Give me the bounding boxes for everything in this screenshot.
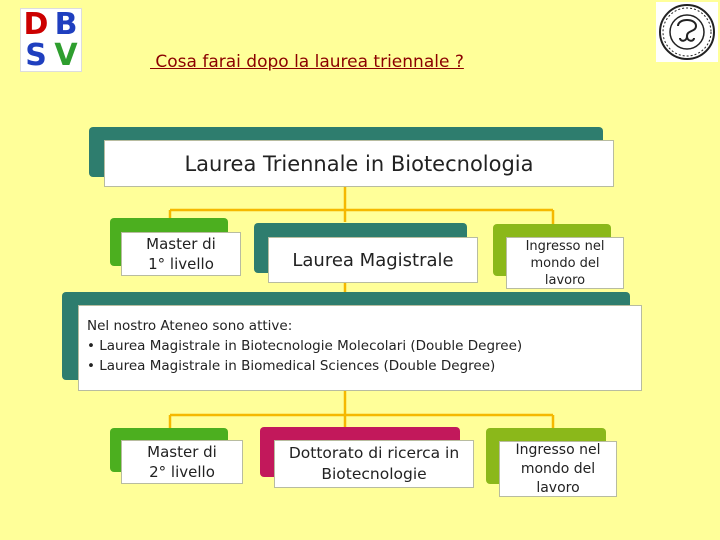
master1-line1: Master di: [146, 235, 216, 253]
dottorato-line2: Biotecnologie: [321, 465, 427, 483]
dottorato-box: [274, 440, 474, 488]
lavoro2-line3: lavoro: [536, 479, 580, 496]
master-1-livello-box: [121, 232, 241, 276]
ingresso-lavoro-box-1: [506, 237, 624, 289]
logo-letter-s: S: [25, 38, 47, 73]
master-2-livello-box: [121, 440, 243, 484]
lavoro2-line1: Ingresso nel: [515, 441, 601, 458]
ateneo-intro: Nel nostro Ateneo sono attive:: [87, 318, 293, 334]
master2-line2: 2° livello: [149, 463, 215, 481]
logo-letter-d: D: [23, 7, 49, 42]
ingresso-lavoro-box-2: [499, 441, 617, 497]
lavoro1-line3: lavoro: [544, 272, 586, 288]
dottorato-line1: Dottorato di ricerca in: [288, 444, 460, 462]
laurea-magistrale-box: [268, 237, 478, 283]
master2-line1: Master di: [147, 443, 217, 461]
ateneo-item-1: • Laurea Magistrale in Biotecnologie Molecolari (Double Degree): [87, 338, 523, 354]
lavoro1-line2: mondo del: [530, 255, 600, 271]
magistrale-label: Laurea Magistrale: [292, 249, 454, 271]
page-title: Cosa farai dopo la laurea triennale ?: [150, 52, 464, 72]
master1-line2: 1° livello: [148, 255, 214, 273]
logo-letter-b: B: [54, 7, 78, 42]
ateneo-item-2: • Laurea Magistrale in Biomedical Sciences (Double Degree): [87, 358, 496, 374]
lavoro2-line2: mondo del: [520, 460, 596, 477]
lavoro1-line1: Ingresso nel: [525, 238, 605, 254]
laurea-triennale-label: Laurea Triennale in Biotecnologia: [184, 151, 534, 176]
ateneo-info-box: [78, 305, 642, 391]
laurea-triennale-box: [104, 140, 614, 187]
logo-letter-v: V: [54, 38, 78, 73]
